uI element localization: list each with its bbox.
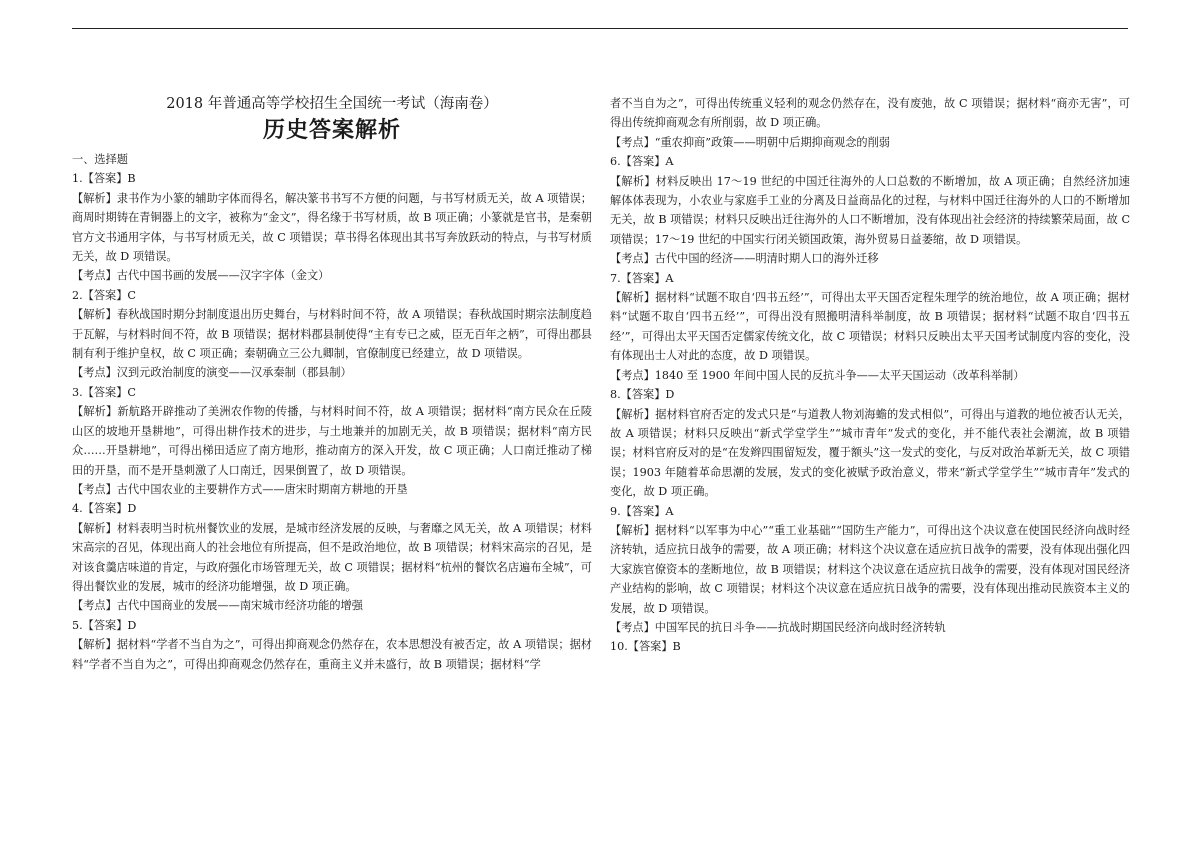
point-line: 【考点】古代中国的经济——明清时期人口的海外迁移 (610, 252, 879, 266)
page-title: 历史答案解析 (262, 117, 401, 143)
analysis-text: 【解析】春秋战国时期分封制度退出历史舞台，与材料时间不符，故 A 项错误；春秋战国时期宗法制度趋于瓦解，与材料时间不符，故 B 项错误；据材料郡县制使得“主有专已之威，臣无百年之柄”，可得出郡县制有利于维护皇权，故 C 项正确；秦朝确立三公九卿制，官僚制度已经建立，故 D 项错误。 (72, 308, 592, 361)
point-line: 【考点】1840 至 1900 年间中国人民的反抗斗争——太平天国运动（改革科举制） (610, 368, 1025, 382)
question-item (610, 152, 1130, 268)
answer-line: 1.【答案】B (72, 172, 136, 186)
question-item (610, 385, 1130, 501)
question-item (72, 169, 592, 285)
question-item (610, 269, 1130, 385)
top-rule (72, 28, 1128, 29)
question-item (610, 637, 1130, 656)
answer-line: 4.【答案】D (72, 502, 137, 516)
analysis-text: 【解析】据材料“以军事为中心”“重工业基础”“国防生产能力”，可得出这个决议意在使国民经济向战时经济转轨，适应抗日战争的需要，故 A 项正确；材料这个决议意在适应抗日战争的需要，没有体现出强化四大家族官僚资本的垄断地位，故 B 项错误；材料这个决议意在适应抗日战争的需要，没有体现对国民经济产业结构的影响，故 C 项错误；材料这个决议意在适应抗日战争的需要，没有体现出推动民族资本主义的发展，故 D 项错误。 (610, 523, 1130, 615)
analysis-text: 【解析】据材料“试题不取自‘四书五经’”，可得出太平天国否定程朱理学的统治地位，故 A 项正确；据材料“试题不取自‘四书五经’”，可得出没有照搬明清科举制度，故 B 项错误；据材料“试题不取自‘四书五经’”，可得出太平天国否定儒家传统文化，故 C 项错误；材料只反映出太平天国考试制度内容的变化，没有体现出士人对此的态度，故 D 项错误。 (610, 291, 1130, 363)
analysis-text: 【解析】材料反映出 17～19 世纪的中国迁往海外的人口总数的不断增加，故 A 项正确；自然经济加速解体体表现为，小农业与家庭手工业的分离及日益商品化的过程，与材料中国迁往海外的人口的不断增加无关，故 B 项错误；材料只反映出迁往海外的人口不断增加，没有体现出社会经济的持续繁荣局面，故 C 项错误；17～19 世纪的中国实行闭关锁国政策，海外贸易日益萎缩，故 D 项错误。 (610, 174, 1130, 246)
point-line: 【考点】“重农抑商”政策——明朝中后期抑商观念的削弱 (610, 135, 890, 149)
question-item (72, 286, 592, 383)
question-item (610, 502, 1130, 638)
right-items (610, 133, 1130, 657)
answer-line: 6.【答案】A (610, 155, 674, 169)
point-line: 【考点】中国军民的抗日斗争——抗战时期国民经济向战时经济转轨 (610, 620, 946, 634)
question-item (72, 499, 592, 615)
analysis-text: 【解析】新航路开辟推动了美洲农作物的传播，与材料时间不符，故 A 项错误；据材料“南方民众在丘陵山区的坡地开垦耕地”，可得出耕作技术的进步，与土地兼并的加剧无关，故 B 项错误；据材料“南方民众……开垦耕地”，可得出梯田适应了南方地形，推动南方的深入开发，故 C 项正确；人口南迁推动了梯田的开垦，而不是开垦刺激了人口南迁，因果倒置了，故 D 项错误。 (72, 405, 592, 477)
section-heading: 一、选择题 (72, 153, 128, 166)
question-item (610, 133, 1130, 152)
question-item (72, 616, 592, 674)
exam-title: 2018 年普通高等学校招生全国统一考试（海南卷） (166, 96, 498, 112)
analysis-text: 【解析】据材料“学者不当自为之”，可得出抑商观念仍然存在，农本思想没有被否定，故 A 项错误；据材料“学者不当自为之”，可得出抑商观念仍然存在，重商主义并未盛行，故 B 项错误；据材料“学 (72, 638, 592, 671)
answer-line: 8.【答案】D (610, 388, 675, 402)
answer-line: 5.【答案】D (72, 618, 137, 632)
point-line: 【考点】汉到元政治制度的演变——汉承秦制（郡县制） (72, 366, 352, 380)
answer-line: 7.【答案】A (610, 271, 674, 285)
left-column (72, 94, 592, 674)
point-line: 【考点】古代中国商业的发展——南宋城市经济功能的增强 (72, 599, 363, 613)
answer-line: 2.【答案】C (72, 288, 136, 302)
question-item (72, 383, 592, 499)
point-line: 【考点】古代中国农业的主要耕作方式——唐宋时期南方耕地的开垦 (72, 482, 408, 496)
answer-line: 10.【答案】B (610, 640, 681, 654)
right-column (610, 94, 1130, 657)
analysis-text: 【解析】隶书作为小篆的辅助字体而得名，解决篆书书写不方便的问题，与书写材质无关，故 A 项错误；商周时期铸在青铜器上的文字，被称为“金文”，得名缘于书写材质，故 B 项正确；小篆就是官书，是秦朝官方文书通用字体，与书写材质无关，故 C 项错误；草书得名体现出其书写奔放跃动的特点，与书写材质无关，故 D 项错误。 (72, 191, 592, 264)
left-items (72, 169, 592, 674)
continued-analysis: 者不当自为之”，可得出传统重义轻利的观念仍然存在，没有废弛，故 C 项错误；据材料“商亦无害”，可得出传统抑商观念有所削弱，故 D 项正确。 (610, 97, 1130, 130)
answer-line: 3.【答案】C (72, 385, 136, 399)
point-line: 【考点】古代中国书画的发展——汉字字体（金文） (72, 269, 330, 283)
analysis-text: 【解析】据材料官府否定的发式只是“与道教人物刘海蟾的发式相似”，可得出与道教的地位被否认无关，故 A 项错误；材料只反映出“新式学堂学生”“城市青年”发式的变化，并不能代表社会潮流，故 B 项错误；材料官府反对的是“在发辫四围留短发，覆于额头”这一发式的变化，与反对政治革新无关，故 C 项错误；1903 年随着革命思潮的发展，发式的变化被赋予政治意义，带来“新式学堂学生”“城市青年”发式的变化，故 D 项正确。 (610, 407, 1130, 499)
analysis-text: 【解析】材料表明当时杭州餐饮业的发展，是城市经济发展的反映，与奢靡之风无关，故 A 项错误；材料宋高宗的召见，体现出商人的社会地位有所提高，但不是政治地位，故 B 项错误；材料宋高宗的召见，是对该食羹店味道的肯定，与政府强化市场管理无关，故 C 项错误；据材料“杭州的餐饮名店遍布全城”，可得出餐饮业的发展，城市的经济功能增强，故 D 项正确。 (72, 521, 592, 593)
answer-line: 9.【答案】A (610, 504, 674, 518)
